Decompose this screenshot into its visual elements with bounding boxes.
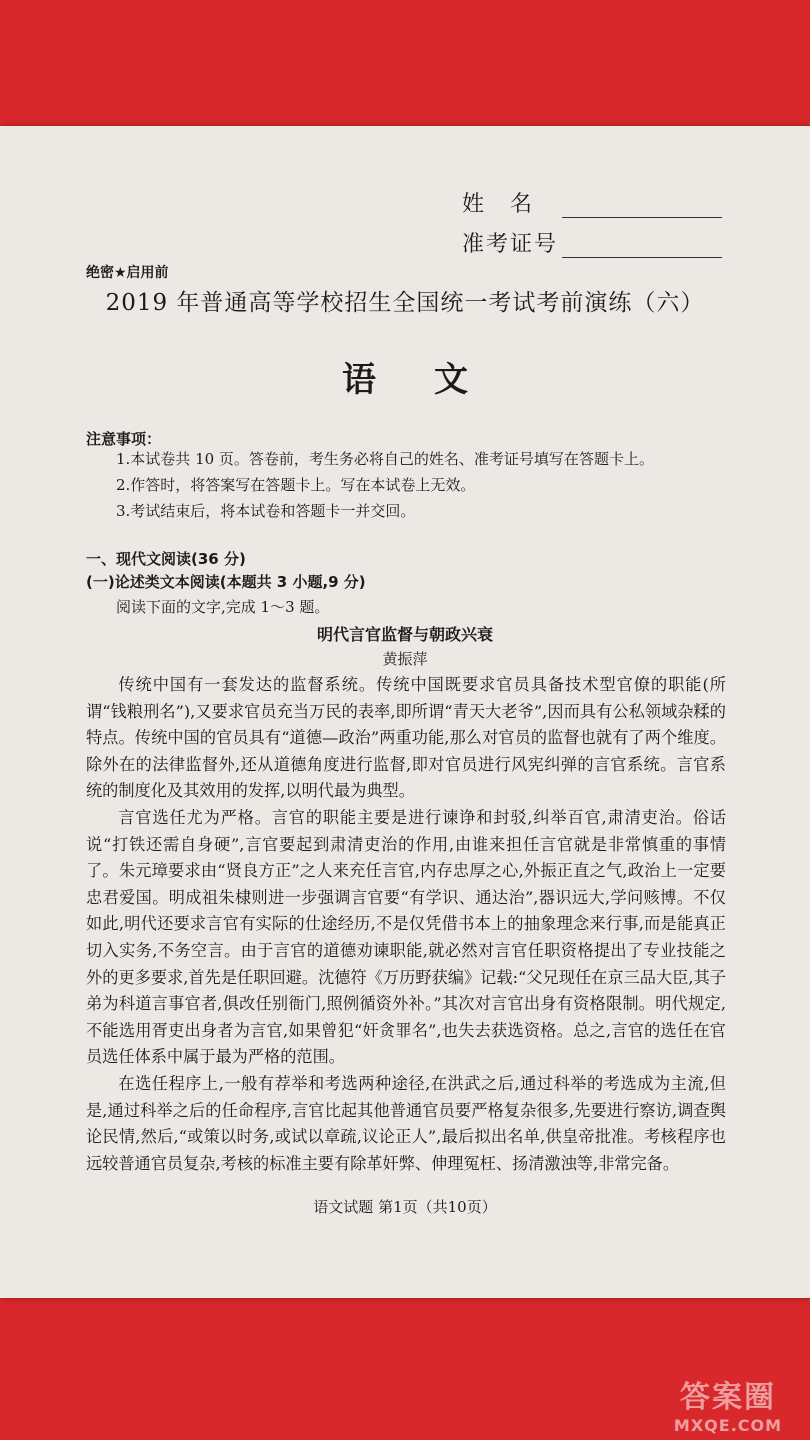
- article-body: [86, 672, 726, 1177]
- page-footer: 语文试题 第1页（共10页）: [313, 1198, 497, 1216]
- section-heading: 一、现代文阅读(36 分): [86, 550, 246, 568]
- secret-mark: 绝密★启用前: [86, 265, 169, 281]
- article-title: 明代言官监督与朝政兴衰: [316, 625, 493, 644]
- notice-item: 1.本试卷共 10 页。答卷前，考生务必将自己的姓名、准考证号填写在答题卡上。: [116, 450, 654, 468]
- watermark-url: MXQE.COM: [673, 1416, 783, 1435]
- exam-id-label: 准考证号: [462, 232, 559, 257]
- exam-title: 2019 年普通高等学校招生全国统一考试考前演练（六）: [105, 290, 705, 316]
- notice-item: 2.作答时，将答案写在答题卡上。写在本试卷上无效。: [116, 476, 476, 494]
- notice-list: [116, 446, 654, 524]
- article-paragraph: 在选任程序上,一般有荐举和考选两种途径,在洪武之后,通过科举的考选成为主流,但是,通过科举之后的任命程序,言官比起其他普通官员要严格复杂很多,先要进行察访,调查舆论民情,然后,“或策以时务,或试以章疏,议论正人”,最后拟出名单,供皇帝批准。考核程序也远较普通官员复杂,考核的标准主要有除革奸弊、伸理冤枉、扬清激浊等,非常完备。: [86, 1073, 726, 1173]
- exam-id-blank-line: [562, 233, 722, 258]
- watermark: [658, 1372, 798, 1435]
- notice-heading: 注意事项：: [86, 430, 162, 448]
- name-field: [462, 178, 722, 218]
- watermark-logo: 答案圈: [680, 1380, 776, 1415]
- section-subheading: (一)论述类文本阅读(本题共 3 小题,9 分): [86, 573, 366, 591]
- reading-instruction: 阅读下面的文字,完成 1～3 题。: [116, 598, 330, 616]
- exam-id-field: [462, 218, 722, 258]
- article-author: 黄振萍: [382, 650, 428, 668]
- article-paragraph: 言官选任尤为严格。言官的职能主要是进行谏诤和封驳,纠举百官,肃清吏治。俗话说“打铁还需自身硬”,言官要起到肃清吏治的作用,由谁来担任言官就是非常慎重的事情了。朱元璋要求由“贤良方正”之人来充任言官,内存忠厚之心,外振正直之气,政治上一定要忠君爱国。明成祖朱棣则进一步强调言官要“有学识、通达治”,器识远大,学问赅博。不仅如此,明代还要求言官有实际的仕途经历,不是仅凭借书本上的抽象理念来行事,而是能真正切入实务,不务空言。由于言官的道德劝谏职能,就必然对言官任职资格提出了专业技能之外的更多要求,首先是任职回避。沈德符《万历野获编》记载:“父兄现任在京三品大臣,其子弟为科道言事官者,俱改任别衙门,照例循资外补。”其次对言官出身有资格限制。明代规定,不能选用胥吏出身者为言官,如果曾犯“奸贪罪名”,也失去获选资格。总之,言官的选任在官员选任体系中属于最为严格的范围。: [86, 807, 726, 1067]
- candidate-info-fields: [462, 178, 722, 258]
- article-paragraph: 传统中国有一套发达的监督系统。传统中国既要求官员具备技术型官僚的职能(所谓“钱粮刑名”),又要求官员充当万民的表率,即所谓“青天大老爷”,因而具有公私领域杂糅的特点。传统中国的官员具有“道德—政治”两重功能,那么对官员的监督也就有了两个维度。除外在的法律监督外,还从道德角度进行监督,即对官员进行风宪纠弹的言官系统。言官系统的制度化及其效用的发挥,以明代最为典型。: [86, 675, 726, 801]
- name-blank-line: [562, 193, 722, 218]
- subject-title: 语文: [342, 360, 526, 400]
- name-label: 姓 名: [462, 192, 535, 217]
- notice-item: 3.考试结束后，将本试卷和答题卡一并交回。: [116, 502, 416, 520]
